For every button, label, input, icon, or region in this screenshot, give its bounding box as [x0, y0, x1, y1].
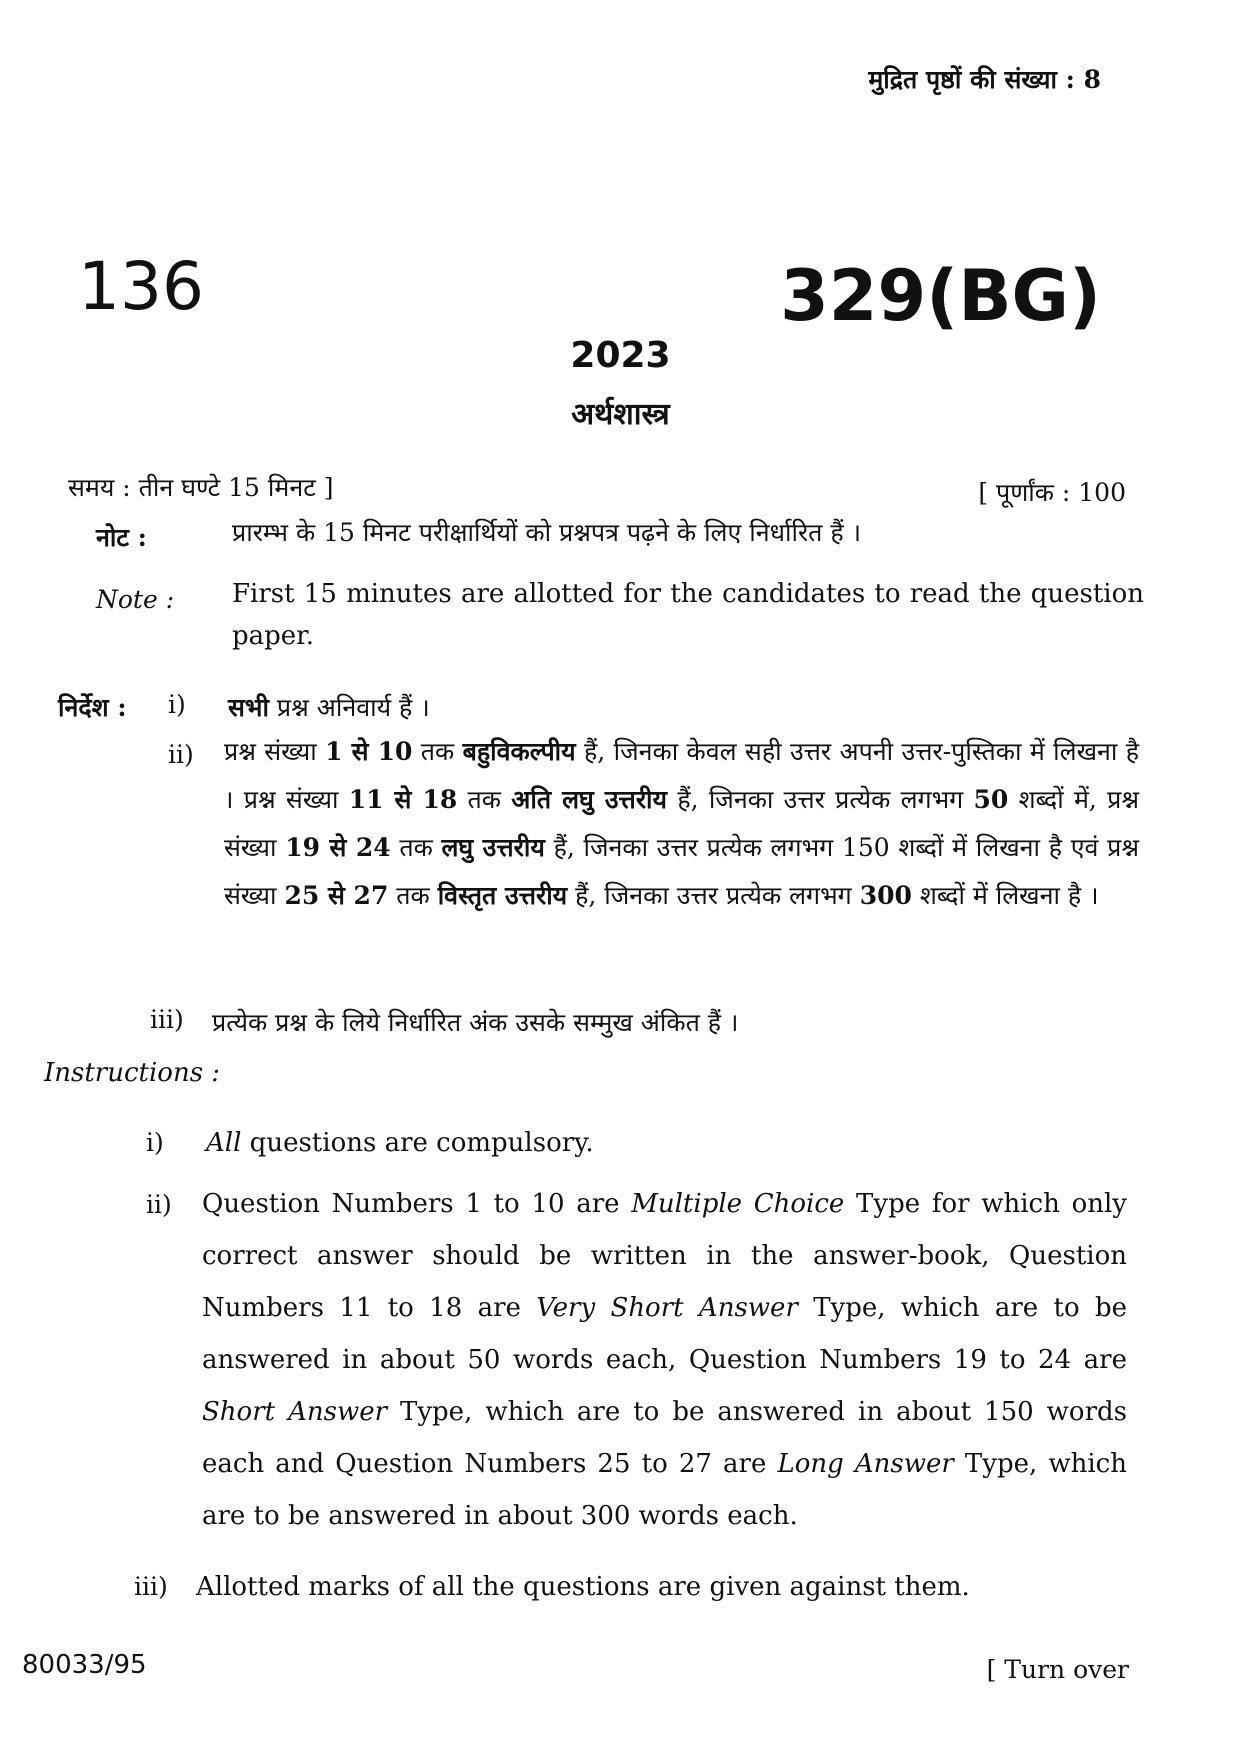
maximum-marks: [ पूर्णांक : 100: [978, 478, 1126, 507]
printed-pages-count: मुद्रित पृष्ठों की संख्या : 8: [868, 65, 1101, 94]
direction-i-number: i): [168, 690, 186, 719]
footer-code: 80033/95: [22, 1650, 147, 1680]
note-hindi-label: नोट :: [96, 523, 147, 552]
instruction-ii-number: ii): [146, 1190, 172, 1219]
turn-over: [ Turn over: [986, 1655, 1129, 1684]
note-english-label: Note :: [96, 585, 175, 614]
subject-title: अर्थशास्त्र: [571, 397, 670, 432]
instruction-iii-number: iii): [134, 1572, 168, 1601]
paper-code: 329(BG): [780, 255, 1101, 337]
instruction-ii-text: Question Numbers 1 to 10 are Multiple Choice Type for which only correct answer should be written in the answer-book, Question Numbers 11 to 18 are Very Short Answer Type, which are to be answered in about 50 words each, Question Numbers 19 to 24 are Short Answer Type, which are to be answered in about 150 words each and Question Numbers 25 to 27 are Long Answer Type, which are to be answered in about 300 words each.: [202, 1189, 1127, 1531]
instructions-heading: Instructions :: [44, 1058, 221, 1088]
instruction-i-text: All questions are compulsory.: [206, 1128, 594, 1158]
direction-i-text: सभी प्रश्न अनिवार्य हैं ।: [228, 693, 430, 722]
instruction-i-number: i): [146, 1128, 164, 1157]
direction-iii-text: प्रत्येक प्रश्न के लिये निर्धारित अंक उसके सम्मुख अंकित हैं ।: [212, 1008, 739, 1037]
note-english-text: First 15 minutes are allotted for the candidates to read the question paper.: [232, 579, 1144, 651]
serial-number: 136: [78, 248, 204, 325]
direction-ii-number: ii): [168, 740, 194, 769]
directions-label: निर्देश :: [58, 693, 127, 722]
time-allowed: समय : तीन घण्टे 15 मिनट ]: [68, 473, 334, 502]
direction-ii-text: प्रश्न संख्या 1 से 10 तक बहुविकल्पीय हैं, जिनका केवल सही उत्तर अपनी उत्तर-पुस्तिका में लिखना है । प्रश्न संख्या 11 से 18 तक अति लघु उत्तरीय हैं, जिनका उत्तर प्रत्येक लगभग 50 शब्दों में, प्रश्न संख्या 19 से 24 तक लघु उत्तरीय हैं, जिनका उत्तर प्रत्येक लगभग 150 शब्दों में लिखना है एवं प्रश्न संख्या 25 से 27 तक विस्तृत उत्तरीय हैं, जिनका उत्तर प्रत्येक लगभग 300 शब्दों में लिखना है ।: [224, 737, 1140, 910]
exam-year: 2023: [570, 335, 671, 376]
direction-iii-number: iii): [150, 1005, 184, 1034]
instruction-iii-text: Allotted marks of all the questions are given against them.: [196, 1572, 970, 1602]
note-hindi-text: प्रारम्भ के 15 मिनट परीक्षार्थियों को प्रश्नपत्र पढ़ने के लिए निर्धारित हैं ।: [232, 518, 862, 547]
